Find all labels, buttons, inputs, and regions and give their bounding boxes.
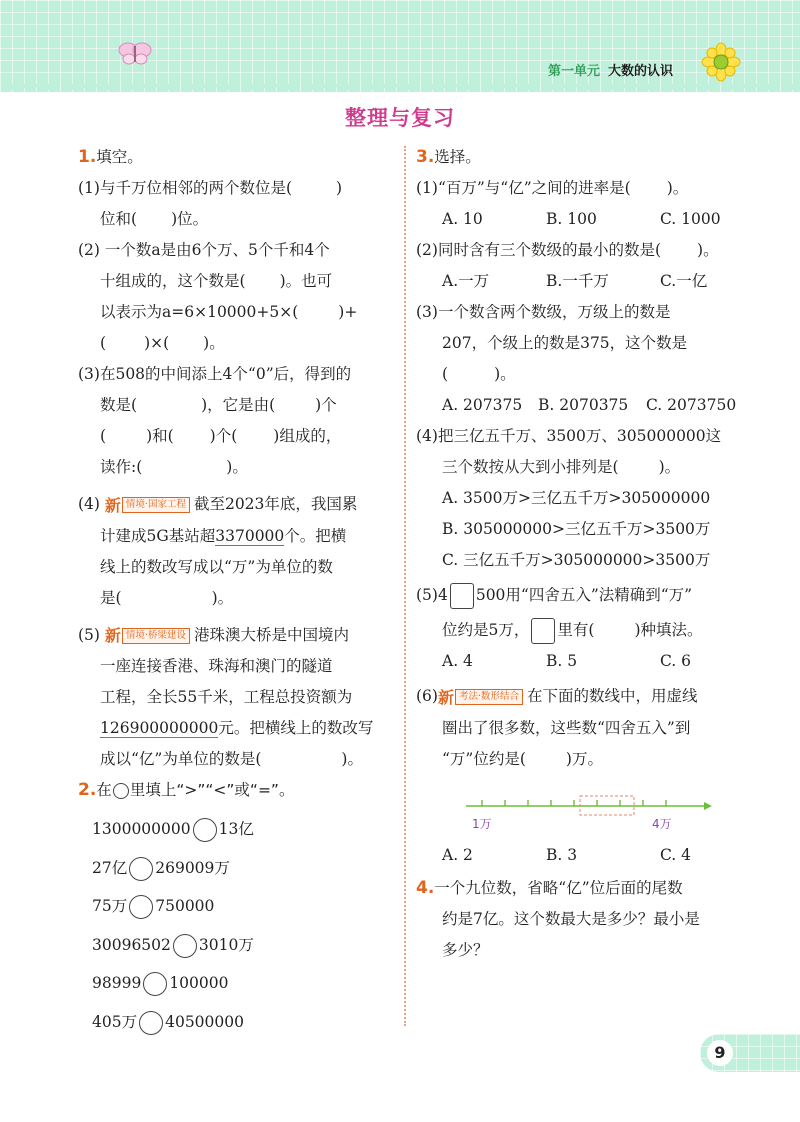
q3-5-text-d: 里有( — [557, 621, 595, 639]
q1-3-text-d: )个 — [315, 396, 337, 414]
section-2-heading — [78, 775, 396, 806]
question-1-5 — [78, 620, 396, 652]
question-1-5-line2: 一座连接香港、珠海和澳门的隧道 — [100, 657, 333, 675]
underlined-number: 126900000000 — [100, 719, 219, 737]
q1-2-text-e: )+ — [338, 303, 358, 321]
q3-2-text-a: (2)同时含有三个数级的最小的数是( — [416, 241, 662, 259]
option-b[interactable]: B. 5 — [546, 652, 578, 670]
question-3-6-line3 — [416, 744, 746, 775]
compare-left: 1300000000 — [92, 820, 191, 838]
compare-left: 27亿 — [92, 858, 128, 877]
question-1-4-line2 — [78, 521, 396, 552]
compare-right: 3010万 — [198, 935, 254, 954]
question-1-3-line2 — [78, 390, 396, 421]
compare-circle[interactable] — [143, 972, 167, 996]
compare-right: 13亿 — [218, 820, 254, 838]
compare-circle[interactable] — [129, 857, 153, 881]
q1-2-text-d: 以表示为a=6×10000+5×( — [100, 303, 299, 321]
q3-5-text-a: (5)4 — [416, 586, 448, 604]
question-3-5-line2 — [416, 615, 746, 646]
header-wave — [0, 84, 800, 98]
option-b[interactable]: B. 3 — [546, 846, 578, 864]
compare-row — [78, 849, 396, 888]
q1-2-text-g: )×( — [144, 334, 170, 352]
new-mark: 新 — [437, 687, 454, 707]
q1-4-text-b: 计建成5G基站超 — [100, 526, 216, 545]
page-number: 9 — [707, 1040, 733, 1066]
compare-row — [78, 810, 396, 849]
option-c[interactable]: C. 三亿五千万>305000000>3500万 — [442, 551, 711, 569]
question-1-5-line4 — [78, 713, 396, 744]
question-1-2-line4 — [78, 328, 396, 359]
arrow-head-icon — [704, 802, 712, 810]
compare-row — [78, 926, 396, 965]
tick-label-1: 1万 — [472, 817, 492, 831]
compare-row — [78, 964, 396, 1003]
compare-left: 405万 — [92, 1012, 138, 1031]
q1-4-text-c: 个。把横 — [284, 526, 347, 545]
q1-3-text-b: 数是( — [100, 396, 138, 414]
q3-3-text-d: )。 — [494, 365, 516, 383]
option-a[interactable]: A. 207375 — [442, 396, 523, 414]
unit-topic: 大数的认识 — [608, 64, 674, 79]
unit-label — [548, 60, 673, 79]
q1-1-text-a: (1)与千万位相邻的两个数位是( — [78, 179, 293, 197]
section-3-heading — [416, 142, 746, 173]
section-2-number: 2. — [78, 780, 97, 800]
option-a[interactable]: A. 2 — [442, 846, 473, 864]
number-line — [464, 792, 714, 838]
q1-3-text-h: )组成的， — [273, 427, 342, 445]
q1-3-text-i: 读作:( — [100, 458, 143, 476]
section-3-number: 3. — [416, 147, 435, 167]
options-3-2 — [416, 266, 746, 297]
question-3-6-line2: 圈出了很多数，这些数“四舍五入”到 — [442, 718, 691, 737]
section-4-line3: 多少？ — [442, 941, 489, 959]
q3-2-text-b: )。 — [697, 241, 719, 259]
options-3-3 — [416, 390, 746, 421]
question-3-1 — [416, 173, 746, 204]
q1-5-text-a: 港珠澳大桥是中国境内 — [193, 625, 349, 644]
right-column-lower — [416, 840, 746, 966]
options-3-5 — [416, 646, 746, 677]
question-1-3-line3 — [78, 421, 396, 452]
question-3-4: (4)把三亿五千万、3500万、305000000这 — [416, 427, 722, 445]
options-3-1 — [416, 204, 746, 235]
compare-circle[interactable] — [173, 934, 197, 958]
page-title: 整理与复习 — [345, 106, 455, 130]
compare-left: 30096502 — [92, 935, 171, 954]
option-c[interactable]: C. 6 — [660, 652, 692, 670]
section-4-line2: 约是7亿。这个数最大是多少？最小是 — [442, 910, 700, 928]
option-c[interactable]: C.一亿 — [660, 272, 708, 290]
section-2-text-b: 里填上“>”“<”或“=”。 — [129, 781, 295, 799]
q3-6-number: (6) — [416, 687, 438, 705]
q3-1-text-a: (1)“百万”与“亿”之间的进率是( — [416, 179, 631, 197]
option-c[interactable]: C. 2073750 — [646, 396, 737, 414]
question-1-2-line3 — [78, 297, 396, 328]
q3-6-text-d: )万。 — [565, 749, 603, 768]
compare-circle[interactable] — [193, 818, 217, 842]
q1-5-text-f: )。 — [341, 750, 363, 768]
q1-3-text-c: )，它是由( — [201, 396, 276, 414]
q3-3-text-c: ( — [442, 365, 449, 383]
option-b[interactable]: B. 100 — [546, 210, 597, 228]
question-1-4-line3: 线上的数改写成以“万”为单位的数 — [100, 557, 333, 576]
compare-right: 100000 — [169, 974, 229, 992]
compare-right: 40500000 — [165, 1012, 244, 1031]
new-tag — [105, 620, 190, 651]
q3-5-text-c: 位约是5万， — [442, 621, 530, 639]
question-1-3-line4 — [78, 452, 396, 483]
compare-circle[interactable] — [129, 895, 153, 919]
right-column — [416, 142, 746, 775]
new-mark: 新 — [104, 495, 121, 515]
section-3-label: 选择。 — [434, 148, 481, 166]
compare-right: 750000 — [155, 897, 215, 915]
q1-2-text-f: ( — [100, 334, 107, 352]
compare-right: 269009万 — [155, 858, 230, 877]
q3-4-text-c: )。 — [658, 458, 681, 476]
q1-5-number: (5) — [78, 625, 100, 644]
section-2-text-a: 在 — [96, 781, 112, 799]
compare-circle[interactable] — [139, 1011, 163, 1035]
q1-2-text-b: 十组成的，这个数是( — [100, 272, 246, 290]
q3-5-text-e: )种填法。 — [634, 621, 703, 639]
question-3-5 — [416, 580, 746, 611]
section-1-number: 1. — [78, 147, 97, 167]
question-3-2 — [416, 235, 746, 266]
q3-1-text-b: )。 — [666, 179, 689, 197]
new-tag — [438, 682, 523, 713]
q3-6-text-a: 在下面的数线中，用虚线 — [527, 687, 698, 705]
question-1-1 — [78, 173, 396, 204]
compare-left: 98999 — [92, 974, 142, 992]
question-1-4 — [78, 489, 396, 521]
q1-2-text-h: )。 — [203, 334, 225, 352]
question-3-3-line2: 207，个级上的数是375，这个数是 — [442, 334, 688, 352]
q1-4-text-a: 截至2023年底，我国累 — [193, 495, 358, 513]
option-a[interactable]: A. 4 — [442, 652, 473, 670]
compare-row — [78, 1003, 396, 1042]
option-b[interactable]: B. 305000000>三亿五千万>3500万 — [442, 520, 711, 538]
unit-number: 第一单元 — [548, 64, 601, 79]
underlined-number: 3370000 — [215, 526, 285, 545]
tick-label-4: 4万 — [652, 817, 672, 831]
question-3-6 — [416, 681, 746, 713]
circle-icon — [113, 783, 129, 799]
option-a[interactable]: A. 3500万>三亿五千万>305000000 — [442, 489, 711, 507]
new-mark: 新 — [104, 626, 121, 645]
option-b[interactable]: B. 2070375 — [538, 396, 629, 414]
new-tag — [105, 490, 190, 521]
compare-row — [78, 887, 396, 926]
question-3-3-line3 — [416, 359, 746, 390]
section-4-number: 4. — [416, 878, 435, 898]
section-1-heading — [78, 142, 396, 173]
question-1-4-line4 — [78, 583, 396, 614]
butterfly-icon — [118, 40, 152, 66]
q1-1-text-b: ) — [336, 179, 343, 197]
option-c[interactable]: C. 1000 — [660, 210, 721, 228]
context-tag-label: 情境·国家工程 — [122, 497, 190, 513]
option-a[interactable]: A. 10 — [442, 210, 483, 228]
q1-1-text-d: )位。 — [171, 210, 209, 228]
q1-5-text-e: 成以“亿”为单位的数是( — [100, 750, 262, 768]
q1-5-text-d: 元。把横线上的数改写 — [218, 719, 374, 737]
q1-4-number: (4) — [78, 495, 100, 513]
q1-3-text-f: )和( — [146, 427, 174, 445]
question-3-3: (3)一个数含两个数级，万级上的数是 — [416, 303, 671, 321]
question-1-5-line5 — [78, 744, 396, 775]
q1-4-text-f: )。 — [211, 588, 234, 607]
question-1-1-cont — [78, 204, 396, 235]
compare-left: 75万 — [92, 897, 128, 915]
question-1-2-line2 — [78, 266, 396, 297]
method-tag-label: 考法·数形结合 — [455, 689, 523, 705]
context-tag-label: 情境·桥梁建设 — [122, 628, 190, 644]
sunflower-icon — [698, 42, 744, 86]
question-1-5-line3: 工程，全长55千米，工程总投资额为 — [100, 688, 353, 706]
options-3-6 — [416, 840, 746, 871]
q1-4-text-e: 是( — [100, 588, 122, 607]
q3-4-text-b: 三个数按从大到小排列是( — [442, 458, 619, 476]
section-4-text-a: 一个九位数，省略“亿”位后面的尾数 — [434, 879, 683, 897]
digit-box[interactable] — [450, 583, 474, 609]
q1-3-text-j: )。 — [226, 458, 248, 476]
q3-5-text-b: 500用“四舍五入”法精确到“万” — [475, 586, 693, 604]
q3-6-text-c: “万”位约是( — [442, 749, 526, 768]
q1-3-text-e: ( — [100, 427, 107, 445]
q1-2-text-c: )。也可 — [279, 272, 333, 290]
option-a[interactable]: A.一万 — [442, 272, 490, 290]
question-3-4-line2 — [416, 452, 746, 483]
option-c[interactable]: C. 4 — [660, 846, 692, 864]
question-1-3: (3)在508的中间添上4个“0”后，得到的 — [78, 365, 352, 383]
option-b[interactable]: B.一千万 — [546, 272, 609, 290]
q1-3-text-g: )个( — [209, 427, 238, 445]
column-divider — [404, 146, 406, 1026]
section-1-label: 填空。 — [96, 148, 143, 166]
section-4-heading — [416, 873, 746, 904]
question-1-2: (2) 一个数a是由6个万、5个千和4个 — [78, 241, 330, 259]
q1-1-text-c: 位和( — [100, 210, 138, 228]
left-column — [78, 142, 396, 1041]
digit-box — [531, 618, 555, 644]
